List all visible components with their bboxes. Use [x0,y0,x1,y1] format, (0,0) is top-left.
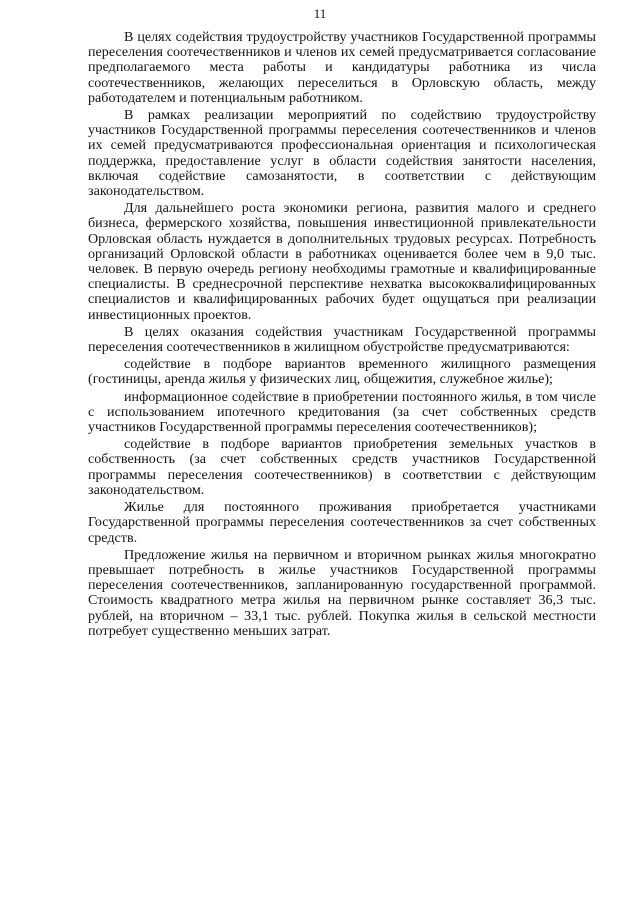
page-number: 11 [313,6,327,21]
paragraph-housing-market: Предложение жилья на первичном и вторичном рынках жилья многократно превышает потребность в жилье участников Государственной программы переселения соотечественников, запланированную государственной программой. Стоимость квадратного метра жилья на первичном рынке составляет 36,3 тыс. рублей, на вторичном – 33,1 тыс. рублей. Покупка жилья в сельской местности потребует существенно меньших затрат. [88,546,596,639]
paragraph-employment-coordination: В целях содействия трудоустройству участников Государственной программы переселения соотечественников и членов их семей предусматривается согласование предполагаемого места работы и кандидатуры работника из числа соотечественников, желающих переселиться в Орловскую область, между работодателем и потенциальным работником. [88,29,596,106]
paragraph-own-funds: Жилье для постоянного проживания приобретается участниками Государственной программы переселения соотечественников за счет собственных средств. [88,499,596,546]
list-item-permanent-housing-info: информационное содействие в приобретении постоянного жилья, в том числе с использованием ипотечного кредитования (за счет собственных средств участников Государственной программы переселения соотечественников); [88,388,596,436]
list-item-temporary-housing: содействие в подборе вариантов временного жилищного размещения (гостиницы, аренда жилья у физических лиц, общежития, служебное жилье); [88,356,596,388]
document-body [88,30,596,641]
paragraph-housing-assistance-intro: В целях оказания содействия участникам Государственной программы переселения соотечественников в жилищном обустройстве предусматриваются: [88,323,596,356]
paragraph-employment-support: В рамках реализации мероприятий по содействию трудоустройству участников Государственной программы переселения соотечественников и членов их семей предусматриваются профессиональная ориентация и психологическая поддержка, предоставление услуг в области содействия занятости населения, включая содействие самозанятости, в соответствии с действующим законодательством. [88,107,596,200]
list-item-land-plots: содействие в подборе вариантов приобретения земельных участков в собственность (за счет собственных средств участников Государственной программы переселения соотечественников) в соответствии с действующим законодательством. [88,436,596,498]
paragraph-labor-demand: Для дальнейшего роста экономики региона, развития малого и среднего бизнеса, фермерского хозяйства, повышения инвестиционной привлекательности Орловская область нуждается в дополнительных трудовых ресурсах. Потребность организаций Орловской области в работниках оценивается более чем в 9,0 тыс. человек. В первую очередь региону необходимы грамотные и квалифицированные специалисты. В среднесрочной перспективе нехватка высококвалифицированных специалистов и квалифицированных рабочих будет ощущаться при реализации инвестиционных проектов. [88,200,596,323]
